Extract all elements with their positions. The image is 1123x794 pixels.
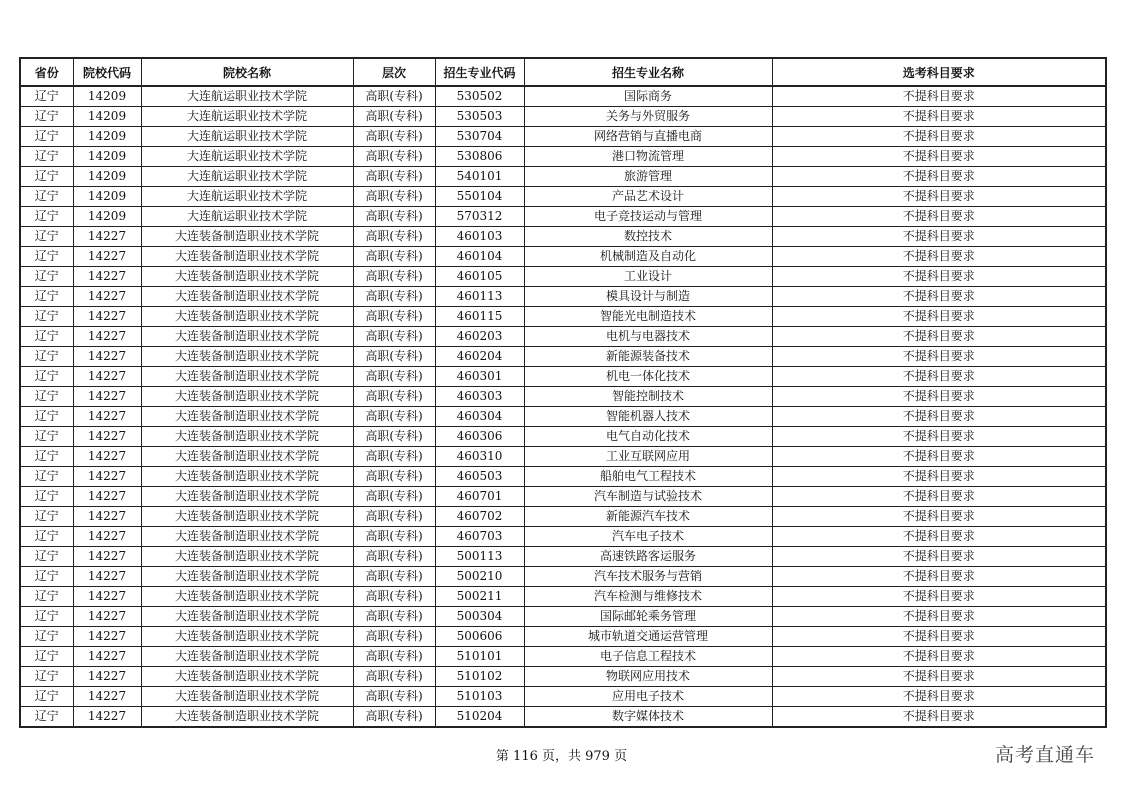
cell-level: 高职(专科): [353, 387, 435, 407]
cell-major-code: 460204: [435, 347, 524, 367]
table-row: [20, 227, 1106, 247]
cell-major-code: 460306: [435, 427, 524, 447]
cell-school-code: 14227: [73, 287, 141, 307]
cell-school-name: 大连装备制造职业技术学院: [141, 527, 353, 547]
cell-subject-requirement: 不提科目要求: [772, 487, 1106, 507]
cell-major-code: 460304: [435, 407, 524, 427]
cell-school-name: 大连装备制造职业技术学院: [141, 667, 353, 687]
cell-subject-requirement: 不提科目要求: [772, 447, 1106, 467]
cell-major-name: 汽车制造与试验技术: [524, 487, 772, 507]
cell-level: 高职(专科): [353, 307, 435, 327]
cell-school-name: 大连装备制造职业技术学院: [141, 567, 353, 587]
cell-major-name: 工业设计: [524, 267, 772, 287]
cell-school-code: 14227: [73, 707, 141, 728]
cell-major-code: 500210: [435, 567, 524, 587]
cell-province: 辽宁: [20, 267, 73, 287]
cell-subject-requirement: 不提科目要求: [772, 407, 1106, 427]
cell-province: 辽宁: [20, 547, 73, 567]
cell-province: 辽宁: [20, 507, 73, 527]
cell-school-code: 14227: [73, 527, 141, 547]
cell-level: 高职(专科): [353, 247, 435, 267]
cell-school-code: 14227: [73, 387, 141, 407]
cell-school-name: 大连装备制造职业技术学院: [141, 427, 353, 447]
cell-level: 高职(专科): [353, 467, 435, 487]
table-row: [20, 607, 1106, 627]
cell-level: 高职(专科): [353, 147, 435, 167]
cell-major-name: 关务与外贸服务: [524, 107, 772, 127]
cell-subject-requirement: 不提科目要求: [772, 86, 1106, 107]
cell-major-code: 460310: [435, 447, 524, 467]
cell-province: 辽宁: [20, 387, 73, 407]
table-row: [20, 147, 1106, 167]
cell-subject-requirement: 不提科目要求: [772, 667, 1106, 687]
cell-level: 高职(专科): [353, 607, 435, 627]
cell-province: 辽宁: [20, 287, 73, 307]
cell-major-name: 新能源装备技术: [524, 347, 772, 367]
cell-school-name: 大连装备制造职业技术学院: [141, 447, 353, 467]
cell-school-code: 14227: [73, 567, 141, 587]
cell-province: 辽宁: [20, 427, 73, 447]
cell-major-name: 汽车电子技术: [524, 527, 772, 547]
cell-school-code: 14227: [73, 307, 141, 327]
cell-level: 高职(专科): [353, 667, 435, 687]
cell-school-code: 14227: [73, 347, 141, 367]
cell-province: 辽宁: [20, 487, 73, 507]
header-major-name: 招生专业名称: [524, 58, 772, 86]
cell-school-name: 大连装备制造职业技术学院: [141, 387, 353, 407]
cell-province: 辽宁: [20, 587, 73, 607]
table-row: [20, 467, 1106, 487]
cell-school-name: 大连航运职业技术学院: [141, 107, 353, 127]
cell-subject-requirement: 不提科目要求: [772, 147, 1106, 167]
cell-major-name: 电气自动化技术: [524, 427, 772, 447]
cell-level: 高职(专科): [353, 587, 435, 607]
table-header-row: [20, 58, 1106, 86]
cell-school-code: 14227: [73, 267, 141, 287]
cell-subject-requirement: 不提科目要求: [772, 507, 1106, 527]
cell-major-name: 电机与电器技术: [524, 327, 772, 347]
cell-major-code: 530502: [435, 86, 524, 107]
cell-major-code: 510102: [435, 667, 524, 687]
cell-school-name: 大连航运职业技术学院: [141, 127, 353, 147]
table-row: [20, 627, 1106, 647]
cell-school-code: 14227: [73, 227, 141, 247]
cell-major-code: 460203: [435, 327, 524, 347]
cell-major-name: 电子竞技运动与管理: [524, 207, 772, 227]
cell-level: 高职(专科): [353, 86, 435, 107]
cell-subject-requirement: 不提科目要求: [772, 547, 1106, 567]
cell-major-name: 数控技术: [524, 227, 772, 247]
cell-school-code: 14227: [73, 547, 141, 567]
cell-school-code: 14227: [73, 587, 141, 607]
cell-subject-requirement: 不提科目要求: [772, 467, 1106, 487]
cell-province: 辽宁: [20, 347, 73, 367]
header-subject-requirement: 选考科目要求: [772, 58, 1106, 86]
cell-school-name: 大连装备制造职业技术学院: [141, 267, 353, 287]
cell-school-name: 大连装备制造职业技术学院: [141, 507, 353, 527]
cell-major-name: 船舶电气工程技术: [524, 467, 772, 487]
cell-subject-requirement: 不提科目要求: [772, 607, 1106, 627]
cell-school-code: 14209: [73, 86, 141, 107]
cell-major-name: 国际邮轮乘务管理: [524, 607, 772, 627]
cell-province: 辽宁: [20, 147, 73, 167]
cell-school-code: 14227: [73, 687, 141, 707]
cell-major-code: 530806: [435, 147, 524, 167]
table-row: [20, 647, 1106, 667]
cell-major-name: 汽车检测与维修技术: [524, 587, 772, 607]
cell-major-name: 新能源汽车技术: [524, 507, 772, 527]
cell-major-code: 530704: [435, 127, 524, 147]
cell-school-code: 14209: [73, 127, 141, 147]
cell-level: 高职(专科): [353, 127, 435, 147]
table-row: [20, 247, 1106, 267]
table-row: [20, 587, 1106, 607]
cell-subject-requirement: 不提科目要求: [772, 107, 1106, 127]
cell-major-code: 460702: [435, 507, 524, 527]
table-row: [20, 507, 1106, 527]
cell-school-name: 大连装备制造职业技术学院: [141, 307, 353, 327]
cell-level: 高职(专科): [353, 347, 435, 367]
table-row: [20, 287, 1106, 307]
cell-province: 辽宁: [20, 647, 73, 667]
cell-major-name: 高速铁路客运服务: [524, 547, 772, 567]
table-row: [20, 187, 1106, 207]
page-number: 第 116 页，共 979 页: [495, 749, 628, 764]
cell-level: 高职(专科): [353, 227, 435, 247]
cell-province: 辽宁: [20, 207, 73, 227]
cell-major-code: 460503: [435, 467, 524, 487]
cell-school-name: 大连装备制造职业技术学院: [141, 587, 353, 607]
cell-school-name: 大连航运职业技术学院: [141, 86, 353, 107]
cell-major-code: 460104: [435, 247, 524, 267]
cell-province: 辽宁: [20, 327, 73, 347]
cell-level: 高职(专科): [353, 327, 435, 347]
cell-subject-requirement: 不提科目要求: [772, 587, 1106, 607]
cell-subject-requirement: 不提科目要求: [772, 167, 1106, 187]
cell-major-name: 产品艺术设计: [524, 187, 772, 207]
cell-school-code: 14227: [73, 447, 141, 467]
cell-province: 辽宁: [20, 467, 73, 487]
cell-province: 辽宁: [20, 407, 73, 427]
cell-school-name: 大连装备制造职业技术学院: [141, 627, 353, 647]
cell-major-code: 460701: [435, 487, 524, 507]
cell-major-name: 机械制造及自动化: [524, 247, 772, 267]
watermark-text: 高考直通车: [994, 744, 1095, 766]
cell-school-code: 14227: [73, 427, 141, 447]
cell-level: 高职(专科): [353, 647, 435, 667]
cell-school-name: 大连装备制造职业技术学院: [141, 707, 353, 728]
cell-level: 高职(专科): [353, 447, 435, 467]
cell-province: 辽宁: [20, 107, 73, 127]
cell-school-name: 大连装备制造职业技术学院: [141, 467, 353, 487]
cell-province: 辽宁: [20, 367, 73, 387]
document-table-container: [19, 57, 1105, 728]
cell-school-code: 14227: [73, 507, 141, 527]
cell-school-name: 大连装备制造职业技术学院: [141, 347, 353, 367]
cell-level: 高职(专科): [353, 487, 435, 507]
cell-subject-requirement: 不提科目要求: [772, 627, 1106, 647]
cell-subject-requirement: 不提科目要求: [772, 707, 1106, 728]
cell-school-name: 大连装备制造职业技术学院: [141, 407, 353, 427]
cell-school-name: 大连装备制造职业技术学院: [141, 547, 353, 567]
cell-province: 辽宁: [20, 127, 73, 147]
table-row: [20, 487, 1106, 507]
table-row: [20, 107, 1106, 127]
cell-major-code: 510101: [435, 647, 524, 667]
cell-level: 高职(专科): [353, 687, 435, 707]
cell-major-name: 智能控制技术: [524, 387, 772, 407]
table-row: [20, 707, 1106, 728]
cell-province: 辽宁: [20, 707, 73, 728]
cell-major-code: 460115: [435, 307, 524, 327]
table-row: [20, 447, 1106, 467]
cell-school-code: 14227: [73, 407, 141, 427]
cell-school-code: 14227: [73, 627, 141, 647]
cell-major-code: 540101: [435, 167, 524, 187]
cell-level: 高职(专科): [353, 287, 435, 307]
header-school-code: 院校代码: [73, 58, 141, 86]
cell-major-name: 机电一体化技术: [524, 367, 772, 387]
cell-major-code: 570312: [435, 207, 524, 227]
cell-level: 高职(专科): [353, 107, 435, 127]
cell-level: 高职(专科): [353, 707, 435, 728]
cell-major-name: 旅游管理: [524, 167, 772, 187]
cell-level: 高职(专科): [353, 547, 435, 567]
cell-school-name: 大连装备制造职业技术学院: [141, 487, 353, 507]
cell-major-code: 500211: [435, 587, 524, 607]
header-school-name: 院校名称: [141, 58, 353, 86]
cell-level: 高职(专科): [353, 207, 435, 227]
cell-school-name: 大连装备制造职业技术学院: [141, 367, 353, 387]
cell-subject-requirement: 不提科目要求: [772, 387, 1106, 407]
cell-level: 高职(专科): [353, 567, 435, 587]
cell-major-name: 城市轨道交通运营管理: [524, 627, 772, 647]
cell-major-name: 港口物流管理: [524, 147, 772, 167]
cell-subject-requirement: 不提科目要求: [772, 327, 1106, 347]
cell-major-code: 460303: [435, 387, 524, 407]
cell-school-code: 14209: [73, 187, 141, 207]
cell-major-code: 510103: [435, 687, 524, 707]
cell-major-name: 网络营销与直播电商: [524, 127, 772, 147]
cell-level: 高职(专科): [353, 507, 435, 527]
cell-level: 高职(专科): [353, 187, 435, 207]
cell-level: 高职(专科): [353, 427, 435, 447]
table-row: [20, 267, 1106, 287]
cell-school-code: 14209: [73, 107, 141, 127]
cell-subject-requirement: 不提科目要求: [772, 527, 1106, 547]
table-row: [20, 387, 1106, 407]
cell-major-name: 模具设计与制造: [524, 287, 772, 307]
cell-major-name: 智能机器人技术: [524, 407, 772, 427]
cell-subject-requirement: 不提科目要求: [772, 687, 1106, 707]
table-row: [20, 367, 1106, 387]
cell-major-code: 500113: [435, 547, 524, 567]
header-level: 层次: [353, 58, 435, 86]
cell-school-code: 14227: [73, 327, 141, 347]
cell-major-name: 智能光电制造技术: [524, 307, 772, 327]
table-row: [20, 167, 1106, 187]
cell-major-code: 500606: [435, 627, 524, 647]
cell-school-code: 14227: [73, 467, 141, 487]
table-row: [20, 687, 1106, 707]
cell-major-code: 460103: [435, 227, 524, 247]
cell-major-name: 数字媒体技术: [524, 707, 772, 728]
cell-subject-requirement: 不提科目要求: [772, 207, 1106, 227]
cell-school-name: 大连装备制造职业技术学院: [141, 287, 353, 307]
table-row: [20, 86, 1106, 107]
cell-school-code: 14227: [73, 667, 141, 687]
admissions-table: [19, 57, 1107, 728]
cell-province: 辽宁: [20, 627, 73, 647]
cell-school-name: 大连航运职业技术学院: [141, 167, 353, 187]
cell-subject-requirement: 不提科目要求: [772, 567, 1106, 587]
cell-level: 高职(专科): [353, 167, 435, 187]
cell-major-name: 物联网应用技术: [524, 667, 772, 687]
cell-school-code: 14227: [73, 607, 141, 627]
cell-major-code: 460301: [435, 367, 524, 387]
table-row: [20, 127, 1106, 147]
cell-province: 辽宁: [20, 447, 73, 467]
cell-school-name: 大连装备制造职业技术学院: [141, 607, 353, 627]
cell-school-name: 大连装备制造职业技术学院: [141, 647, 353, 667]
cell-level: 高职(专科): [353, 627, 435, 647]
cell-subject-requirement: 不提科目要求: [772, 367, 1106, 387]
cell-school-code: 14227: [73, 367, 141, 387]
cell-level: 高职(专科): [353, 267, 435, 287]
cell-subject-requirement: 不提科目要求: [772, 267, 1106, 287]
cell-subject-requirement: 不提科目要求: [772, 647, 1106, 667]
cell-province: 辽宁: [20, 527, 73, 547]
cell-major-name: 电子信息工程技术: [524, 647, 772, 667]
cell-major-name: 汽车技术服务与营销: [524, 567, 772, 587]
cell-subject-requirement: 不提科目要求: [772, 427, 1106, 447]
cell-school-code: 14227: [73, 247, 141, 267]
cell-level: 高职(专科): [353, 407, 435, 427]
cell-province: 辽宁: [20, 307, 73, 327]
cell-province: 辽宁: [20, 667, 73, 687]
cell-school-name: 大连装备制造职业技术学院: [141, 687, 353, 707]
cell-school-code: 14227: [73, 487, 141, 507]
cell-school-code: 14227: [73, 647, 141, 667]
cell-subject-requirement: 不提科目要求: [772, 127, 1106, 147]
cell-province: 辽宁: [20, 567, 73, 587]
table-row: [20, 567, 1106, 587]
table-row: [20, 347, 1106, 367]
cell-province: 辽宁: [20, 167, 73, 187]
cell-province: 辽宁: [20, 227, 73, 247]
cell-major-code: 460703: [435, 527, 524, 547]
table-body: [20, 86, 1106, 727]
table-row: [20, 327, 1106, 347]
cell-province: 辽宁: [20, 247, 73, 267]
cell-subject-requirement: 不提科目要求: [772, 227, 1106, 247]
cell-major-code: 460113: [435, 287, 524, 307]
cell-subject-requirement: 不提科目要求: [772, 187, 1106, 207]
cell-province: 辽宁: [20, 86, 73, 107]
cell-major-code: 500304: [435, 607, 524, 627]
cell-province: 辽宁: [20, 187, 73, 207]
cell-major-code: 530503: [435, 107, 524, 127]
table-row: [20, 547, 1106, 567]
header-major-code: 招生专业代码: [435, 58, 524, 86]
cell-school-code: 14209: [73, 207, 141, 227]
cell-major-code: 460105: [435, 267, 524, 287]
cell-school-name: 大连航运职业技术学院: [141, 187, 353, 207]
cell-level: 高职(专科): [353, 527, 435, 547]
cell-subject-requirement: 不提科目要求: [772, 247, 1106, 267]
table-row: [20, 427, 1106, 447]
cell-school-code: 14209: [73, 147, 141, 167]
table-row: [20, 527, 1106, 547]
cell-school-code: 14209: [73, 167, 141, 187]
cell-province: 辽宁: [20, 687, 73, 707]
cell-major-code: 550104: [435, 187, 524, 207]
cell-level: 高职(专科): [353, 367, 435, 387]
cell-subject-requirement: 不提科目要求: [772, 307, 1106, 327]
cell-province: 辽宁: [20, 607, 73, 627]
table-row: [20, 667, 1106, 687]
table-row: [20, 407, 1106, 427]
cell-major-name: 工业互联网应用: [524, 447, 772, 467]
table-row: [20, 207, 1106, 227]
cell-school-name: 大连航运职业技术学院: [141, 147, 353, 167]
cell-school-name: 大连装备制造职业技术学院: [141, 247, 353, 267]
header-province: 省份: [20, 58, 73, 86]
cell-school-name: 大连装备制造职业技术学院: [141, 327, 353, 347]
cell-subject-requirement: 不提科目要求: [772, 287, 1106, 307]
cell-school-name: 大连装备制造职业技术学院: [141, 227, 353, 247]
table-row: [20, 307, 1106, 327]
cell-school-name: 大连航运职业技术学院: [141, 207, 353, 227]
cell-major-code: 510204: [435, 707, 524, 728]
cell-major-name: 应用电子技术: [524, 687, 772, 707]
cell-subject-requirement: 不提科目要求: [772, 347, 1106, 367]
cell-major-name: 国际商务: [524, 86, 772, 107]
